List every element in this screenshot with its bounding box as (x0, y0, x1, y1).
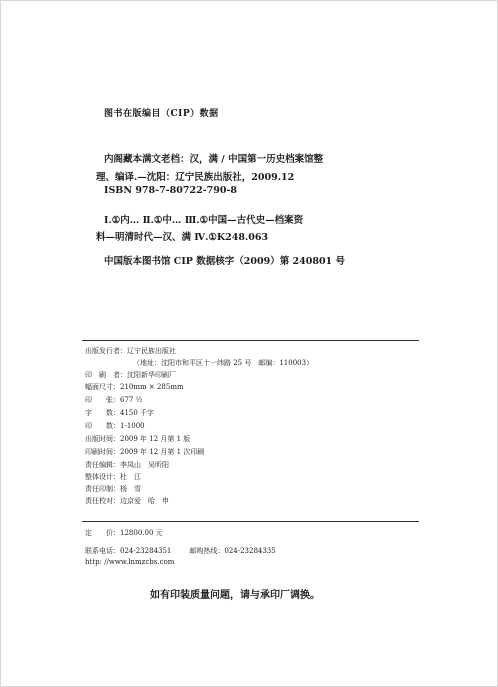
pub-date-line (85, 434, 190, 444)
publisher-line: 出版发行者：辽宁民族出版社 (85, 347, 176, 355)
design-value: 杜 江 (120, 473, 141, 481)
words-label: 字 数： (85, 409, 120, 417)
size-line (85, 382, 184, 392)
printer-value: 沈阳新华印刷厂 (127, 371, 176, 379)
print-date-value: 2009 年 12 月第 1 次印刷 (120, 448, 205, 456)
printer-label: 印 刷 者： (85, 371, 127, 379)
print-resp-line (85, 484, 141, 494)
editor-label: 责任编辑： (85, 461, 120, 469)
sheets-value: 677 ½ (120, 396, 143, 404)
cip-line-2: 理、编译.—沈阳：辽宁民族出版社，2009.12 (96, 172, 295, 183)
editor-line (85, 460, 169, 470)
price-label: 定 价： (85, 529, 120, 537)
price-value: 12800.00 元 (120, 529, 163, 537)
print-resp-label: 责任印制： (85, 485, 120, 493)
proof-label: 责任校对： (85, 497, 120, 505)
editor-value: 李凤山 吴昕阳 (120, 461, 169, 469)
pub-date-label: 出版时间： (85, 435, 120, 443)
print-date-line (85, 447, 204, 457)
phone-number: 联系电话：024-23284351 (85, 547, 172, 555)
cip-isbn: ISBN 978-7-80722-790-8 (104, 185, 238, 196)
copies-line (85, 421, 145, 431)
price-line (85, 528, 163, 538)
design-label: 整体设计： (85, 473, 120, 481)
design-line (85, 472, 141, 482)
size-label: 幅面尺寸： (85, 383, 120, 391)
address-line: （地址：沈阳市和平区十一纬路 25 号 邮编：110003） (133, 359, 314, 367)
size-value: 210mm × 285mm (120, 383, 184, 391)
cip-line-5: 料—明清时代—汉、满 Ⅳ.①K248.063 (96, 232, 269, 243)
proof-value: 边京爱 哈 申 (120, 497, 169, 505)
mail-order-phone: 邮购热线：024-23284335 (189, 547, 276, 555)
quality-notice: 如有印装质量问题，请与承印厂调换。 (150, 590, 320, 601)
proof-line (85, 496, 169, 506)
website-url[interactable]: http: //www.lnmzcbs.com (85, 558, 175, 566)
words-line (85, 408, 154, 418)
words-value: 4150 千字 (120, 409, 155, 417)
printer-line (85, 370, 176, 380)
top-rule (82, 340, 419, 341)
cip-record-number: 中国版本图书馆 CIP 数据核字（2009）第 240801 号 (104, 256, 345, 267)
pub-date-value: 2009 年 12 月第 1 版 (120, 435, 191, 443)
copies-label: 印 数： (85, 422, 120, 430)
print-date-label: 印刷时间： (85, 448, 120, 456)
sheets-line (85, 395, 142, 405)
cip-line-4: Ⅰ.①内… Ⅱ.①中… Ⅲ.①中国—古代史—档案资 (104, 215, 304, 226)
print-resp-value: 杨 雪 (120, 485, 141, 493)
cip-heading: 图书在版编目（CIP）数据 (104, 109, 219, 119)
sheets-label: 印 张： (85, 396, 120, 404)
contact-line (85, 546, 276, 556)
cip-line-1: 内阁藏本满文老档：汉，满 / 中国第一历史档案馆整 (104, 154, 324, 165)
copies-value: 1-1000 (120, 422, 145, 430)
price-rule (82, 521, 419, 522)
